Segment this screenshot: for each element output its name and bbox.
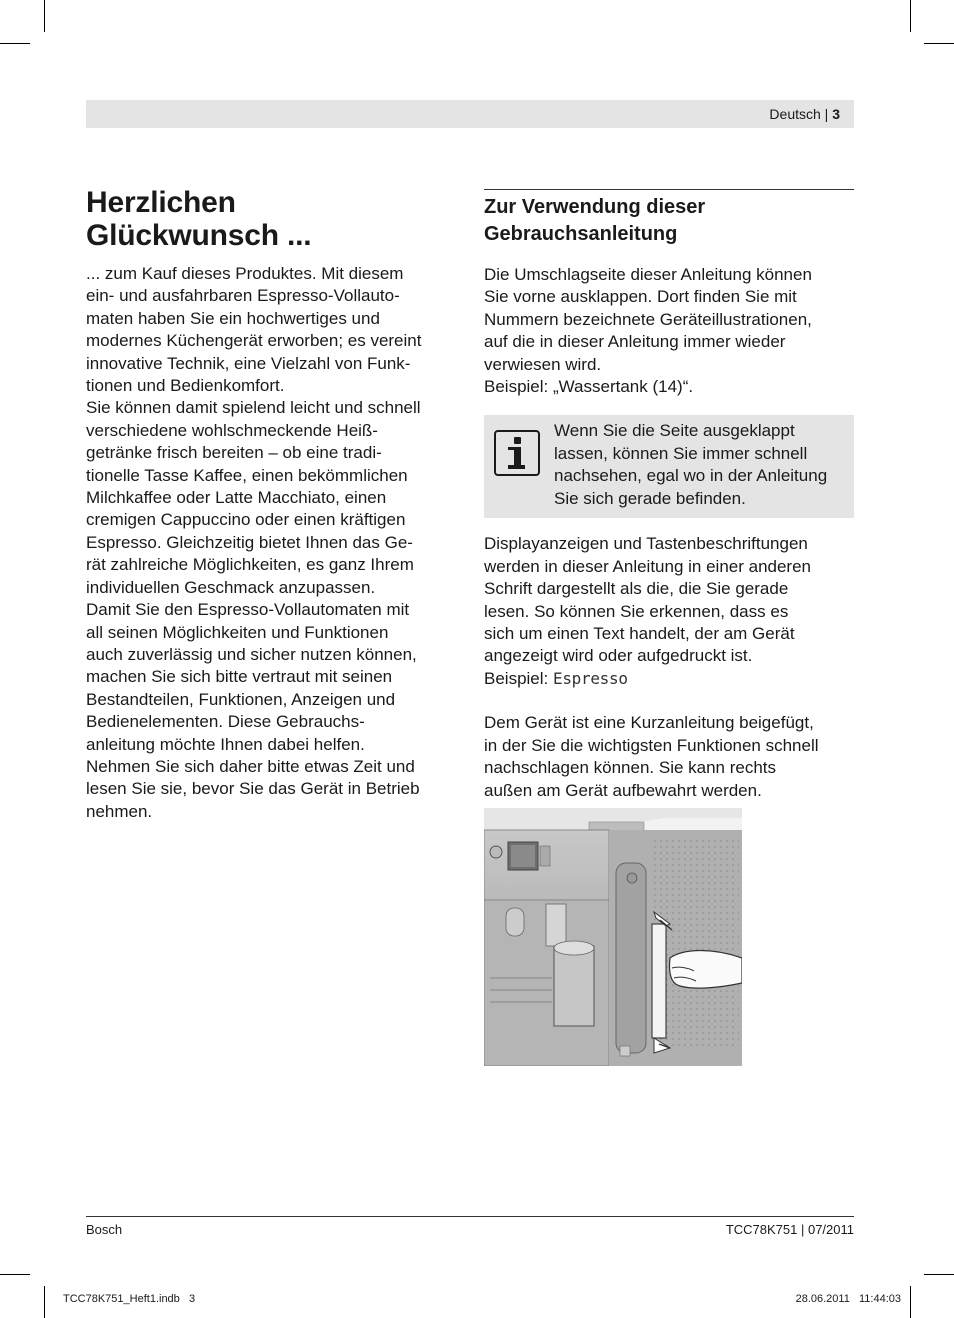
text-line: außen am Gerät aufbewahrt werden. (484, 780, 762, 800)
text-line: in der Sie die wichtigsten Funktionen schnell (484, 735, 819, 755)
page-title (86, 186, 458, 252)
text-line: Schrift dargestellt als die, die Sie gerade (484, 579, 789, 599)
text-line: Milchkaffee oder Latte Macchiato, einen (86, 488, 387, 508)
left-column (86, 186, 458, 823)
text-line: all seinen Möglichkeiten und Funktionen (86, 622, 389, 642)
crop-mark (0, 43, 30, 44)
text-line: nachsehen, egal wo in der Anleitung (554, 466, 828, 486)
text-line: auf die in dieser Anleitung immer wieder (484, 332, 786, 352)
example-label: Beispiel: (484, 668, 553, 688)
text-line: anleitung möchte Ihnen dabei helfen. (86, 734, 365, 754)
text-line: Beispiel: „Wassertank (14)“. (484, 377, 694, 397)
heading-line: Zur Verwendung dieser (484, 196, 706, 218)
text-line: cremigen Cappuccino oder einen kräftigen (86, 510, 406, 530)
text-line: angezeigt wird oder aufgedruckt ist. (484, 646, 753, 666)
text-line: Damit Sie den Espresso-Vollautomaten mit (86, 600, 410, 620)
text-line: Dem Gerät ist eine Kurzanleitung beigefügt, (484, 713, 814, 733)
print-slug-timestamp: 28.06.2011 11:44:03 (795, 1293, 901, 1305)
paragraph-foldout (484, 264, 854, 398)
crop-mark (910, 1286, 911, 1318)
text-line: Sie können damit spielend leicht und schnell (86, 398, 421, 418)
text-line: Sie vorne ausklappen. Dort finden Sie mit (484, 287, 797, 307)
text-line: verwiesen wird. (484, 354, 602, 374)
paragraph-display-font (484, 533, 854, 690)
footer-rule (86, 1216, 854, 1217)
title-line: Glückwunsch ... (86, 219, 312, 252)
info-icon (494, 430, 540, 476)
footer-brand: Bosch (86, 1222, 123, 1237)
text-line: tionen und Bedienkomfort. (86, 376, 285, 396)
print-slug-file: TCC78K751_Heft1.indb 3 (63, 1293, 196, 1305)
text-line: tionelle Tasse Kaffee, einen bekömmlichen (86, 465, 408, 485)
text-line: Sie sich gerade befinden. (554, 488, 746, 508)
right-column (484, 189, 854, 802)
running-header (86, 100, 854, 128)
text-line: lesen. So können Sie erkennen, dass es (484, 601, 789, 621)
text-line: rät zahlreiche Möglichkeiten, es ganz Ihrem (86, 555, 414, 575)
text-line: innovative Technik, eine Vielzahl von Funk- (86, 353, 411, 373)
text-line: verschiedene wohlschmeckende Heiß- (86, 420, 378, 440)
display-example: Espresso (552, 668, 628, 688)
text-line: auch zuverlässig und sicher nutzen können, (86, 644, 417, 664)
section-heading (484, 194, 854, 248)
text-line: modernes Küchengerät erworben; es vereint (86, 331, 422, 351)
header-language: Deutsch (769, 106, 821, 122)
paragraph-quick-guide (484, 712, 854, 802)
text-line: Nummern bezeichnete Geräteillustrationen, (484, 309, 812, 329)
quick-guide-illustration (484, 808, 742, 1066)
title-line: Herzlichen (86, 186, 236, 219)
crop-mark (0, 1274, 30, 1275)
crop-mark (44, 1286, 45, 1318)
text-line: nehmen. (86, 801, 153, 821)
text-line: sich um einen Text handelt, der am Gerät (484, 624, 795, 644)
info-note-box (484, 415, 854, 518)
text-line: Displayanzeigen und Tastenbeschriftungen (484, 534, 808, 554)
page-number: 3 (832, 106, 840, 122)
header-text (769, 106, 840, 122)
crop-mark (910, 0, 911, 32)
info-note-text (554, 420, 854, 510)
heading-line: Gebrauchsanleitung (484, 223, 678, 245)
text-line: werden in dieser Anleitung in einer anderen (484, 556, 812, 576)
example-line (484, 668, 854, 690)
text-line: Espresso. Gleichzeitig bietet Ihnen das Ge- (86, 532, 413, 552)
text-line: lesen Sie sie, bevor Sie das Gerät in Betrieb (86, 779, 420, 799)
crop-mark (924, 1274, 954, 1275)
text-line: Bestandteilen, Funktionen, Anzeigen und (86, 689, 396, 709)
text-line: Die Umschlagseite dieser Anleitung können (484, 265, 812, 284)
crop-mark (44, 0, 45, 32)
intro-text (86, 263, 458, 823)
text-line: getränke frisch bereiten – ob eine tradi- (86, 443, 382, 463)
header-separator: | (824, 106, 829, 122)
text-line: Nehmen Sie sich daher bitte etwas Zeit und (86, 756, 415, 776)
crop-mark (924, 43, 954, 44)
footer-model-date: TCC78K751 | 07/2011 (725, 1222, 854, 1237)
text-line: maten haben Sie ein hochwertiges und (86, 308, 380, 328)
text-line: Wenn Sie die Seite ausgeklappt (554, 421, 795, 441)
text-line: Bedienelementen. Diese Gebrauchs- (86, 712, 365, 732)
text-line: nachschlagen können. Sie kann rechts (484, 758, 777, 778)
text-line: ein- und ausfahrbaren Espresso-Vollauto- (86, 286, 400, 306)
text-line: individuellen Geschmack anzupassen. (86, 577, 376, 597)
text-line: machen Sie sich bitte vertraut mit seinen (86, 667, 393, 687)
text-line: lassen, können Sie immer schnell (554, 443, 808, 463)
text-line: ... zum Kauf dieses Produktes. Mit diesem (86, 264, 404, 283)
